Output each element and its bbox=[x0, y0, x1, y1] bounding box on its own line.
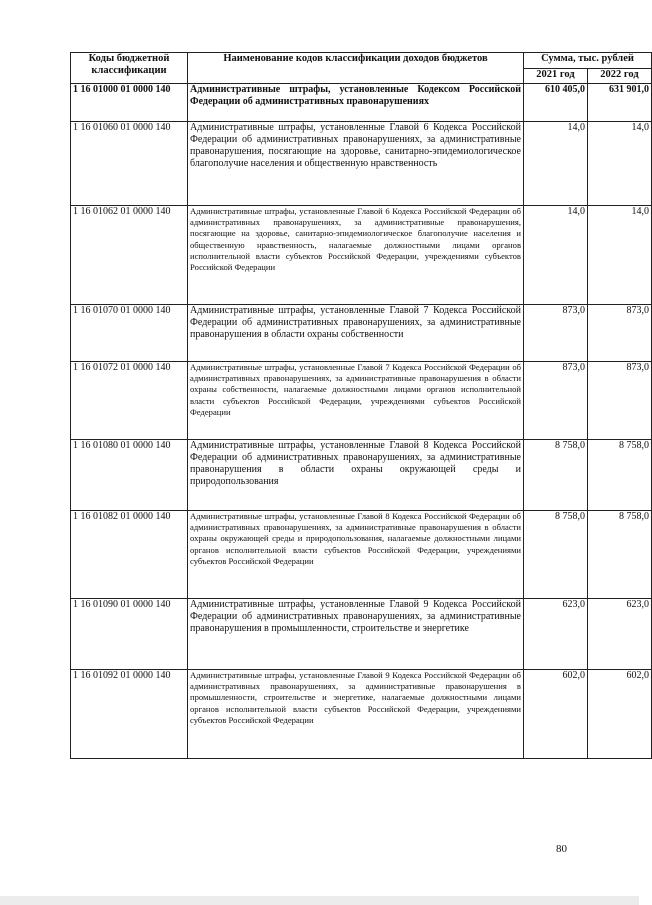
row-name: Административные штрафы, установленные Главой 6 Кодекса Российской Федерации об административных правонарушениях, за административные правонарушения, посягающие на здоровье, санитарно-эпидемиологическое благополучие населения и общественную нравственность, налагаемые должностными лицами органов исполнительной власти субъектов Российской Федерации, учреждениями субъектов Российской Федерации bbox=[188, 206, 524, 305]
table-row bbox=[71, 206, 652, 305]
scan-bottom-edge bbox=[0, 896, 639, 905]
row-code: 1 16 01072 01 0000 140 bbox=[71, 362, 188, 440]
table-row bbox=[71, 440, 652, 511]
row-code: 1 16 01062 01 0000 140 bbox=[71, 206, 188, 305]
table-row bbox=[71, 362, 652, 440]
row-name: Административные штрафы, установленные Главой 9 Кодекса Российской Федерации об административных правонарушениях, за административные правонарушения в промышленности, строительстве и энергетике, налагаемые должностными лицами органов исполнительной власти субъектов Российской Федерации, учреждениями субъектов Российской Федерации bbox=[188, 670, 524, 759]
header-year-2022: 2022 год bbox=[588, 69, 652, 84]
row-value-2022: 873,0 bbox=[588, 362, 652, 440]
row-code: 1 16 01060 01 0000 140 bbox=[71, 122, 188, 206]
row-value-2021: 8 758,0 bbox=[524, 511, 588, 599]
row-value-2021: 610 405,0 bbox=[524, 84, 588, 122]
row-value-2022: 14,0 bbox=[588, 206, 652, 305]
row-value-2021: 873,0 bbox=[524, 305, 588, 362]
row-value-2022: 8 758,0 bbox=[588, 440, 652, 511]
table-row bbox=[71, 511, 652, 599]
row-code: 1 16 01090 01 0000 140 bbox=[71, 599, 188, 670]
budget-table bbox=[70, 52, 652, 759]
row-name: Административные штрафы, установленные Главой 6 Кодекса Российской Федерации об административных правонарушениях, за административные правонарушения, посягающие на здоровье, санитарно-эпидемиологическое благополучие населения и общественную нравственность bbox=[188, 122, 524, 206]
table-row bbox=[71, 84, 652, 122]
table-row bbox=[71, 670, 652, 759]
row-name: Административные штрафы, установленные Главой 9 Кодекса Российской Федерации об административных правонарушениях, за административные правонарушения в промышленности, строительстве и энергетике bbox=[188, 599, 524, 670]
header-year-2021: 2021 год bbox=[524, 69, 588, 84]
header-sum: Сумма, тыс. рублей bbox=[524, 53, 652, 69]
row-name: Административные штрафы, установленные Главой 7 Кодекса Российской Федерации об административных правонарушениях, за административные правонарушения в области охраны собственности, налагаемые должностными лицами органов исполнительной власти субъектов Российской Федерации, учреждениями субъектов Российской Федерации bbox=[188, 362, 524, 440]
row-value-2021: 623,0 bbox=[524, 599, 588, 670]
row-name: Административные штрафы, установленные Кодексом Российской Федерации об административных правонарушениях bbox=[188, 84, 524, 122]
row-value-2022: 14,0 bbox=[588, 122, 652, 206]
row-value-2021: 14,0 bbox=[524, 122, 588, 206]
row-value-2022: 602,0 bbox=[588, 670, 652, 759]
row-name: Административные штрафы, установленные Главой 8 Кодекса Российской Федерации об административных правонарушениях, за административные правонарушения в области охраны окружающей среды и природопользования, налагаемые должностными лицами органов исполнительной власти субъектов Российской Федерации, учреждениями субъектов Российской Федерации bbox=[188, 511, 524, 599]
table-row bbox=[71, 599, 652, 670]
row-value-2022: 8 758,0 bbox=[588, 511, 652, 599]
row-code: 1 16 01082 01 0000 140 bbox=[71, 511, 188, 599]
row-value-2022: 631 901,0 bbox=[588, 84, 652, 122]
row-name: Административные штрафы, установленные Главой 8 Кодекса Российской Федерации об административных правонарушениях, за административные правонарушения в области охраны окружающей среды и природопользования bbox=[188, 440, 524, 511]
row-value-2022: 623,0 bbox=[588, 599, 652, 670]
table-row bbox=[71, 122, 652, 206]
row-code: 1 16 01000 01 0000 140 bbox=[71, 84, 188, 122]
row-name: Административные штрафы, установленные Главой 7 Кодекса Российской Федерации об административных правонарушениях, за административные правонарушения в области охраны собственности bbox=[188, 305, 524, 362]
row-value-2021: 14,0 bbox=[524, 206, 588, 305]
header-name: Наименование кодов классификации доходов бюджетов bbox=[188, 53, 524, 84]
page-number: 80 bbox=[556, 843, 567, 855]
row-code: 1 16 01092 01 0000 140 bbox=[71, 670, 188, 759]
row-code: 1 16 01070 01 0000 140 bbox=[71, 305, 188, 362]
row-value-2021: 8 758,0 bbox=[524, 440, 588, 511]
row-value-2021: 602,0 bbox=[524, 670, 588, 759]
table-row bbox=[71, 305, 652, 362]
row-code: 1 16 01080 01 0000 140 bbox=[71, 440, 188, 511]
header-code: Коды бюджетной классификации bbox=[71, 53, 188, 84]
row-value-2022: 873,0 bbox=[588, 305, 652, 362]
row-value-2021: 873,0 bbox=[524, 362, 588, 440]
